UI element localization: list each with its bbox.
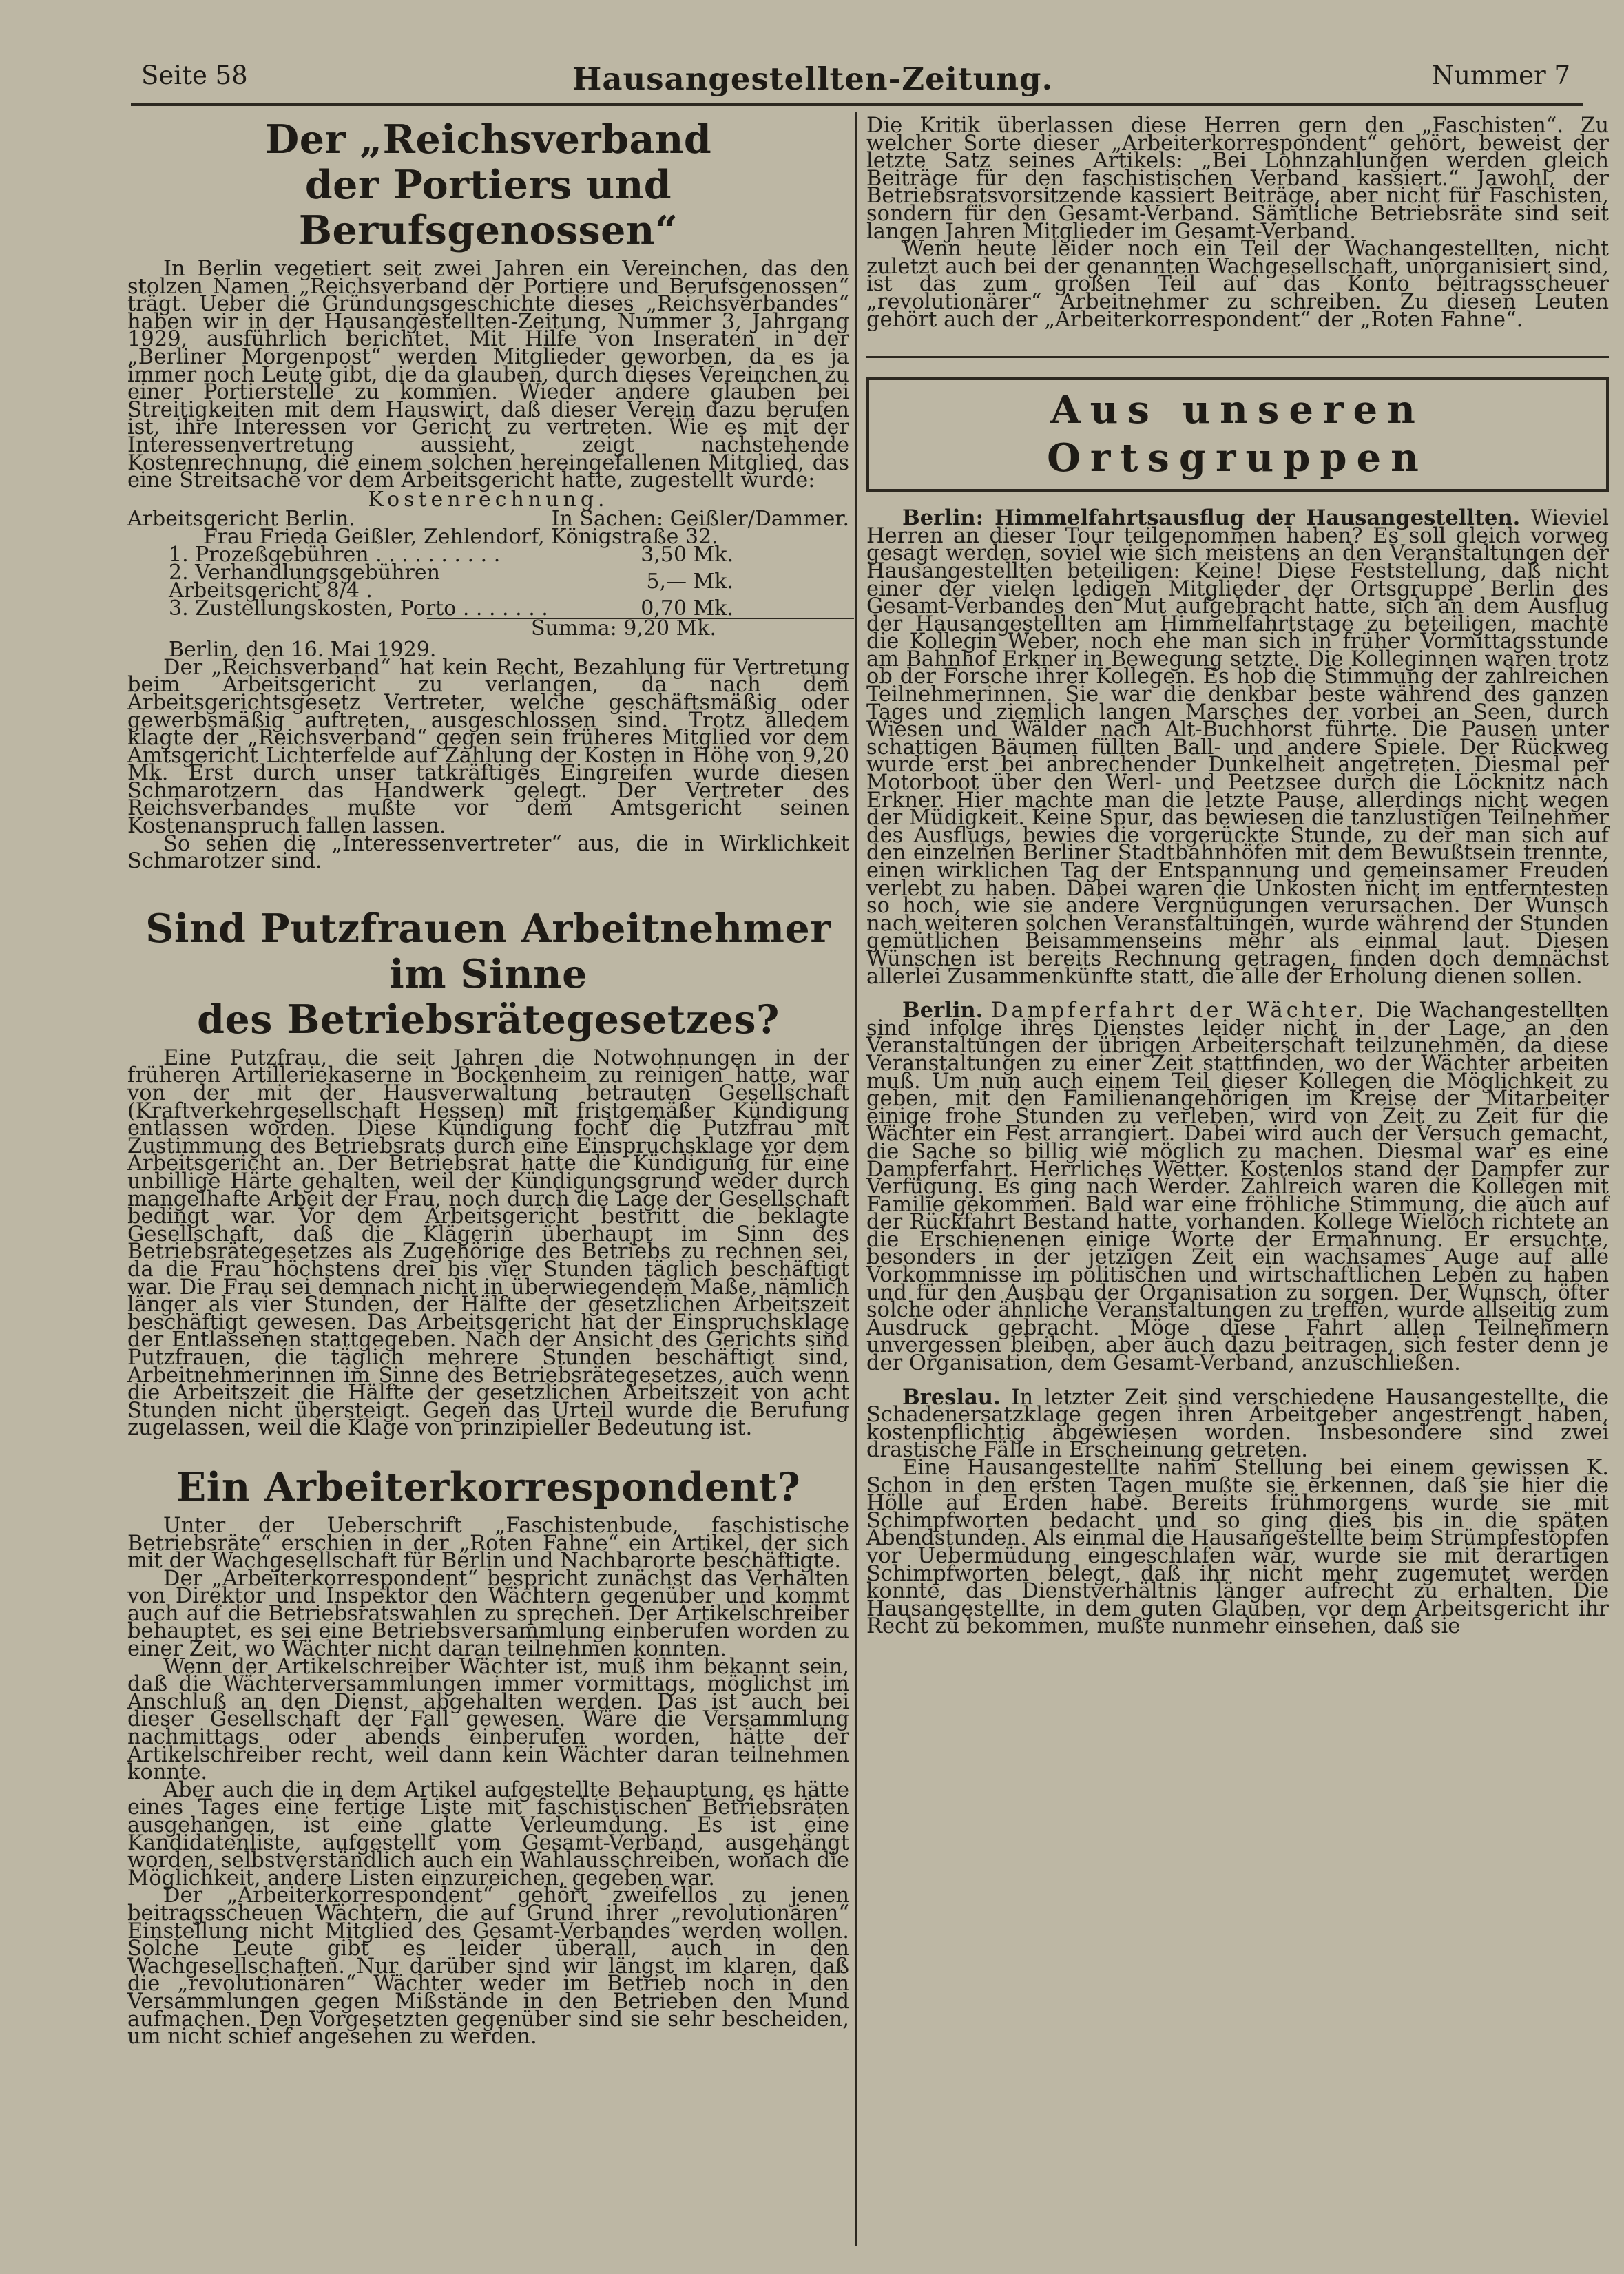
paragraph: Wenn der Artikelschreiber Wächter ist, muß ihm bekannt sein, daß die Wächterversammlungen immer vormittags, möglichst im Anschluß an den Dienst, abgehalten werden. Das ist auch bei dieser Gesellschaft der Fall gewesen. Wäre die Versammlung nachmittags oder abends einberufen worden, hätte der Artikelschreiber recht, weil dann kein Wächter daran teilnehmen konnte. xyxy=(127,1654,849,1785)
title-line-2: der Portiers und Berufsgenossen“ xyxy=(298,162,678,253)
title-line-2: des Betriebsrätegesetzes? xyxy=(197,996,780,1043)
table-row xyxy=(169,600,733,618)
cost-sum: Summa: 9,20 Mk. xyxy=(427,618,854,638)
page-number: Seite 58 xyxy=(141,61,248,90)
paragraph: Eine Hausangestellte nahm Stellung bei einem gewissen K. Schon in den ersten Tagen mußte sie erkennen, daß sie hier die Hölle auf Erden habe. Bereits frühmorgens wurde sie mit Schimpfworten bedacht und so ging dies bis in die späten Abendstunden. Als einmal die Hausangestellte beim Strümpfestopfen vor Uebermüdung eingeschlafen war, wurde sie mit derartigen Schimpfworten belegt, daß ihr nicht mehr zugemutet werden konnte, das Dienstverhältnis länger aufrecht zu erhalten. Die Hausangestellte, in dem guten Glauben, vor dem Arbeitsgericht ihr Recht zu bekommen, mußte nunmehr einsehen, daß sie xyxy=(866,1456,1609,1639)
paragraph: In Berlin vegetiert seit zwei Jahren ein Vereinchen, das den stolzen Namen „Reichsverband der Portiere und Berufsgenossen“ trägt. Ueber die Gründungsgeschichte dieses „Reichsverbandes“ haben wir in der Hausangestellten-Zeitung, Nummer 3, Jahrgang 1929, ausführlich berichtet. Mit Hilfe von Inseraten in der „Berliner Morgenpost“ werden Mitglieder geworben, da es ja immer noch Leute gibt, die da glauben, durch dieses Vereinchen zu einer Portierstelle zu kommen. Wieder andere glauben bei Streitigkeiten mit dem Hauswirt, daß dieser Verein dazu berufen ist, ihre Interessen vor Gericht zu vertreten. Wie es mit der Interessenvertretung aussieht, zeigt nachstehende Kostenrechnung, die einem solchen hereingefallenen Mitglied, das eine Streitsache vor dem Arbeitsgericht hatte, zugestellt wurde: xyxy=(127,257,849,493)
newspaper-title: Hausangestellten-Zeitung. xyxy=(572,61,1054,97)
cost-label: 1. Prozeßgebühren . . . . . . . . . . xyxy=(169,542,501,567)
column-rule xyxy=(855,112,857,2246)
paragraph: Der „Arbeiterkorrespondent“ bespricht zunächst das Verhalten von Direktor und Inspektor den Wächtern gegenüber und kommt auch auf die Betriebsratswahlen zu sprechen. Der Artikelschreiber behauptet, es sei eine Betriebsversammlung einberufen worden zu einer Zeit, wo Wächter nicht daran teilnehmen konnten. xyxy=(127,1566,849,1662)
section-rule xyxy=(866,356,1609,358)
title-line-1: Der „Reichsverband xyxy=(264,116,712,163)
paragraph: Die Kritik überlassen diese Herren gern den „Faschisten“. Zu welcher Sorte dieser „Arbeiterkorrespondent“ gehört, beweist der letzte Satz seines Artikels: „Bei Lohnzahlungen werden gleich Beiträge für den faschistischen Verband kassiert.“ Jawohl, der Betriebsratsvorsitzende kassiert Beiträge, aber nicht für Faschisten, sondern für den Gesamt-Verband. Sämtliche Betriebsräte sind seit langen Jahren Mitglieder im Gesamt-Verband. xyxy=(866,114,1609,244)
article-putzfrauen xyxy=(127,905,849,1441)
report-text: Wieviel Herren an dieser Tour teilgenommen haben? Es soll gleich vorweg gesagt werden, soviel wie sich meistens an den Veranstaltungen der Hausangestellten beteiligen: Keine! Diese Feststellung, daß nicht einer der vielen ledigen Mitglieder der Ortsgruppe Berlin des Gesamt-Verbandes den Mut aufgebracht hatte, sich an dem Ausflug der Hausangestellten am Himmelfahrtstage zu beteiligen, machte die Kollegin Weber, noch ehe man sich in früher Vormittagsstunde am Bahnhof Erkner in Bewegung setzte. Die Kolleginnen waren trotz ob der Forsche ihrer Kollegen. Es hob die Stimmung der zahlreichen Teilnehmerinnen. Sie war die denkbar beste während des ganzen Tages und ziemlich langen Marsches der vorbei an Seen, durch Wiesen und Wälder nach Alt-Buchhorst führte. Die Pausen unter schattigen Bäumen füllten Ball- und andere Spiele. Der Rückweg wurde erst bei anbrechender Dunkelheit angetreten. Diesmal per Motorboot über den Werl- und Peetzsee durch die Löcknitz nach Erkner. Hier machte man die letzte Pause, allerdings nicht wegen der Müdigkeit. Keine Spur, das bewiesen die tanzlustigen Teilnehmer des Ausflugs, bewies die vorgerückte Stunde, zu der man sich auf den einzelnen Berliner Stadtbahnhöfen mit dem Bewußtsein trennte, einen wirklichen Tag der Entspannung und gemeinsamer Freuden verlebt zu haben. Dabei waren die Unkosten nicht im entferntesten so hoch, wie sie andere Vergnügungen verursachen. Der Wunsch nach weiteren solchen Veranstaltungen, wurde während der Stunden gemütlichen Beisammenseins mehr als einmal laut. Diesen Wünschen ist bereits Rechnung getragen, finden doch demnächst allerlei Zusammenkünfte statt, die alle der Erholung dienen sollen. xyxy=(866,506,1609,989)
cost-table xyxy=(169,542,733,620)
cost-title: Kostenrechnung. xyxy=(368,487,609,512)
article-title xyxy=(127,906,849,1043)
cost-party: Frau Frieda Geißler, Zehlendorf, Königstraße 32. xyxy=(203,524,718,549)
cost-court: Arbeitsgericht Berlin. xyxy=(127,506,355,531)
spacer xyxy=(127,1437,849,1465)
cost-case: In Sachen: Geißler/Dammer. xyxy=(551,506,849,531)
section-banner: Aus unseren Ortsgruppen xyxy=(866,377,1609,492)
cost-label: 2. Verhandlungsgebühren Arbeitsgericht 8/4 . xyxy=(169,560,440,603)
spacer xyxy=(127,870,849,906)
paragraph: Der „Arbeiterkorrespondent“ gehört zweifellos zu jenen beitragsscheuen Wächtern, die auf Grund ihrer „revolutionären“ Einstellung nicht Mitglied des Gesamt-Verbandes werden wollen. Solche Leute gibt es leider überall, auch in den Wachgesellschaften. Nur darüber sind wir längst im klaren, daß die „revolutionären“ Wächter weder im Betrieb noch in den Versammlungen gegen Mißstände in den Betrieben den Mund aufmachen. Den Vorgesetzten gegenüber sind sie sehr bescheiden, um nicht schief angesehen zu werden. xyxy=(127,1884,849,2049)
table-row xyxy=(169,564,733,600)
article-title: Ein Arbeiterkorrespondent? xyxy=(176,1463,801,1510)
header-rule xyxy=(131,103,1583,106)
paragraph: Aber auch die in dem Artikel aufgestellte Behauptung, es hätte eines Tages eine fertige Liste mit faschistischen Betriebsräten ausgehangen, ist eine glatte Verleumdung. Es ist eine Kandidatenliste, aufgestellt vom Gesamt-Verband, ausgehängt worden, selbstverständlich auch ein Wahlausschreiben, wonach die Möglichkeit, andere Listen einzureichen, gegeben war. xyxy=(127,1777,849,1890)
article-reichsverband xyxy=(127,116,849,874)
report-title: Dampferfahrt der Wächter. xyxy=(991,999,1368,1023)
issue-number: Nummer 7 xyxy=(1431,61,1570,90)
title-line-1: Sind Putzfrauen Arbeitnehmer im Sinne xyxy=(145,905,831,997)
paragraph: Unter der Ueberschrift „Faschistenbude, faschistische Betriebsräte“ erschien in der „Roten Fahne“ ein Artikel, der sich mit der Wachgesellschaft für Berlin und Nachbarorte beschäftigte. xyxy=(127,1513,849,1574)
cost-date: Berlin, den 16. Mai 1929. xyxy=(169,637,437,662)
left-column xyxy=(127,116,849,2049)
right-column xyxy=(866,114,1609,1639)
article-arbeiterkorrespondent xyxy=(127,1463,849,2049)
cost-value: 0,70 Mk. xyxy=(641,596,733,620)
report-location: Berlin: Himmelfahrtsausflug der Hausangestellten. xyxy=(902,505,1521,531)
cost-value: 3,50 Mk. xyxy=(641,542,733,567)
paragraph: Wenn heute leider noch ein Teil der Wachangestellten, nicht zuletzt auch bei der genannten Wachgesellschaft, unorganisiert sind, ist das zum großen Teil auf das Konto beitragsscheuer „revolutionärer“ Arbeitnehmer zu schreiben. Zu diesen Leuten gehört auch der „Arbeiterkorrespondent“ der „Roten Fahne“. xyxy=(866,237,1609,332)
paragraph: So sehen die „Interessenvertreter“ aus, die in Wirklichkeit Schmarotzer sind. xyxy=(127,831,849,874)
report-location: Berlin. xyxy=(902,998,983,1023)
report-location: Breslau. xyxy=(902,1384,1001,1410)
paragraph: Eine Putzfrau, die seit Jahren die Notwohnungen in der früheren Artilleriekaserne in Bockenheim zu reinigen hatte, war von der mit der Hausverwaltung betrauten Gesellschaft (Kraftverkehrgesellschaft Hessen) mit fristgemäßer Kündigung entlassen worden. Diese Kündigung focht die Putzfrau mit Zustimmung des Betriebsrats durch eine Einspruchsklage vor dem Arbeitsgericht an. Der Betriebsrat hatte die Kündigung für eine unbillige Härte gehalten, weil der Kündigungsgrund weder durch mangelhafte Arbeit der Frau, noch durch die Lage der Gesellschaft bedingt war. Vor dem Arbeitsgericht bestritt die beklagte Gesellschaft, daß die Klägerin überhaupt im Sinn des Betriebsrätegesetzes als Zugehörige des Betriebs zu rechnen sei, da die Frau höchstens drei bis vier Stunden täglich beschäftigt war. Die Frau sei demnach nicht in überwiegendem Maße, nämlich länger als vier Stunden, der Hälfte der gesetzlichen Arbeitszeit beschäftigt gewesen. Das Arbeitsgericht hat der Einspruchsklage der Entlassenen stattgegeben. Nach der Ansicht des Gerichts sind Putzfrauen, die täglich mehrere Stunden beschäftigt sind, Arbeitnehmerinnen im Sinne des Betriebsrätegesetzes, auch wenn die Arbeitszeit die Hälfte der gesetzlichen Arbeitszeit von acht Stunden nicht übersteigt. Gegen das Urteil wurde die Berufung zugelassen, weil die Klage von prinzipieller Bedeutung ist. xyxy=(127,1045,849,1441)
report-berlin-dampferfahrt xyxy=(866,998,1609,1376)
report-text: In letzter Zeit sind verschiedene Hausangestellte, die Schadenersatzklage gegen ihren Arbeitgeber angestrengt haben, kostenpflichtig abgewiesen worden. Insbesondere sind zwei drastische Fälle in Erscheinung getreten. xyxy=(866,1385,1609,1463)
report-breslau xyxy=(866,1384,1609,1463)
report-text: Die Wachangestellten sind infolge ihres Dienstes leider nicht in der Lage, an den Veranstaltungen der übrigen Arbeiterschaft teilzunehmen, da diese Veranstaltungen zu einer Zeit stattfinden, wo der Wächter arbeiten muß. Um nun auch einem Teil dieser Kollegen die Möglichkeit zu geben, mit den Familienangehörigen im Kreise der Mitarbeiter einige frohe Stunden zu verleben, wird von Zeit zu Zeit für die Wächter ein Fest arrangiert. Dabei wird auch der Versuch gemacht, die Sache so billig wie möglich zu machen. Diesmal war es eine Dampferfahrt. Herrliches Wetter. Kostenlos stand der Dampfer zur Verfügung. Es ging nach Werder. Zahlreich waren die Kollegen mit Familie gekommen. Bald war eine fröhliche Stimmung, die auch auf der Rückfahrt Bestand hatte, vorhanden. Kollege Wieloch richtete an die Erschienenen einige Worte der Ermahnung. Er ersuchte, besonders in der jetzigen Zeit ein wachsames Auge auf alle Vorkommnisse im politischen und wirtschaftlichen Leben zu haben und für den Ausbau der Organisation zu sorgen. Der Wunsch, öfter solche oder ähnliche Veranstaltungen zu treffen, wurde allseitig zum Ausdruck gebracht. Möge diese Fahrt allen Teilnehmern unvergessen bleiben, aber auch dazu beitragen, sich fester denn je der Organisation, dem Gesamt-Verband, anzuschließen. xyxy=(866,999,1609,1376)
cost-value: 5,— Mk. xyxy=(646,569,733,594)
article-title xyxy=(127,117,849,253)
paragraph: Der „Reichsverband“ hat kein Recht, Bezahlung für Vertretung beim Arbeitsgericht zu verlangen, da nach dem Arbeitsgerichtsgesetz Vertreter, welche geschäftsmäßig oder gewerbsmäßig auftreten, ausgeschlossen sind. Trotz alledem klagte der „Reichsverband“ gegen sein früheres Mitglied vor dem Amtsgericht Lichterfelde auf Zahlung der Kosten in Höhe von 9,20 Mk. Erst durch unser tatkräftiges Eingreifen wurde diesen Schmarotzern das Handwerk gelegt. Der Vertreter des Reichsverbandes mußte vor dem Amtsgericht seinen Kostenanspruch fallen lassen. xyxy=(127,655,849,839)
cost-label: 3. Zustellungskosten, Porto . . . . . . . xyxy=(169,596,548,620)
report-berlin-himmelfahrt xyxy=(866,505,1609,989)
